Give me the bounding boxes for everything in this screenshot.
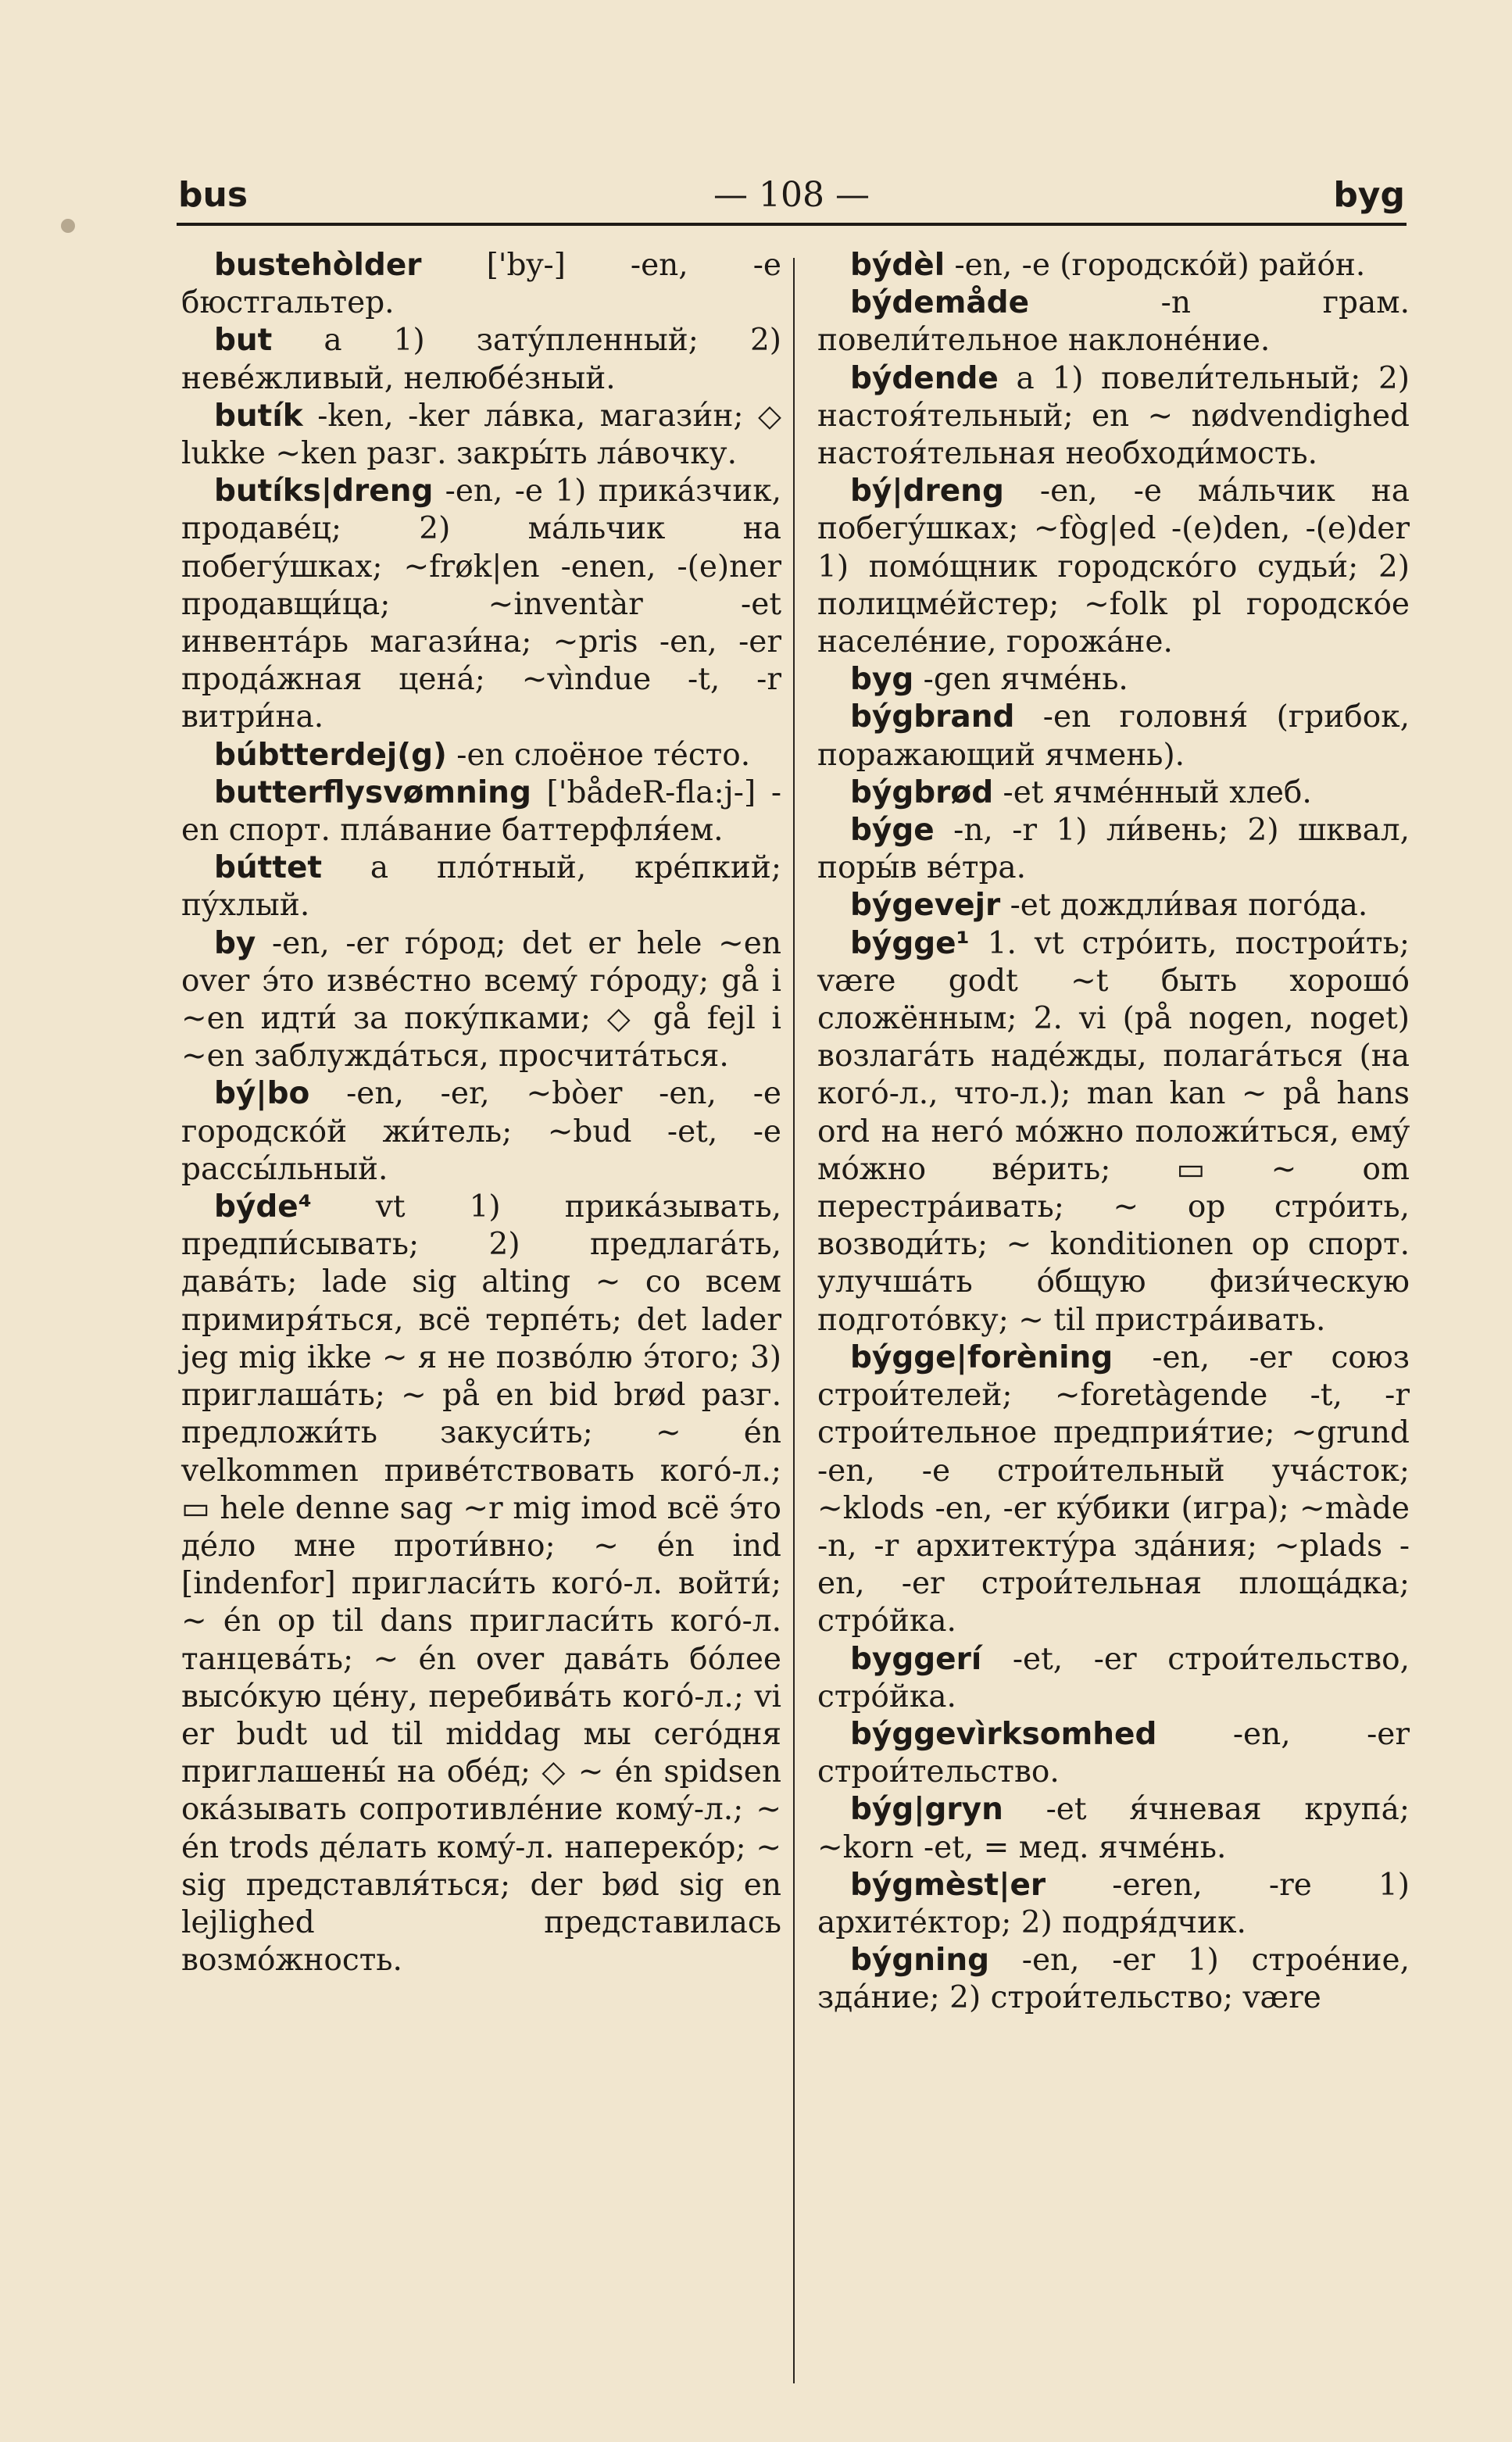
entry-headword: býdemåde — [850, 285, 1030, 321]
entry-headword: búbtterdej(g) — [214, 737, 447, 773]
entry-definition: ['by-] -en, -e бюстгальтер. — [181, 248, 781, 321]
entry-headword: bý|dreng — [850, 474, 1004, 509]
dictionary-entry — [181, 398, 781, 473]
header-rule — [177, 223, 1407, 226]
entry-definition: -et дождли́вая погóда. — [1000, 888, 1368, 924]
dictionary-entry — [181, 774, 781, 849]
dictionary-entry — [817, 661, 1410, 699]
entry-headword: byggerí — [850, 1641, 982, 1677]
entry-headword: býgevejr — [850, 888, 1001, 924]
dictionary-entry — [181, 925, 781, 1076]
dictionary-entry — [181, 1189, 781, 1979]
entry-definition: -en, -e мáльчик на побегýшках; ~fòg|ed -(e)den, -(e)der 1) помóщник городскóго судьи́; 2) полицмéйстер; ~folk pl городскóе населéние, горожáне. — [817, 474, 1410, 660]
entry-headword: bý|bo — [214, 1076, 310, 1112]
entry-headword: by — [214, 925, 256, 961]
entry-headword: býgmèst|er — [850, 1867, 1046, 1903]
entry-definition: -en, -e 1) прикáзчик, продавéц; 2) мáльчик на побегýшках; ~frøk|en -enen, -(e)ner продавщи́ца; ~inventàr -et инвентáрь магази́на; ~pris -en, -er продáжная ценá; ~vìndue -t, -r витри́на. — [181, 474, 781, 735]
entry-headword: býggevìrksomhed — [850, 1716, 1157, 1752]
dictionary-entry — [817, 473, 1410, 661]
dictionary-entry — [817, 1867, 1410, 1942]
entry-definition: -ken, -ker лáвка, магази́н; ◇ lukke ~ken разг. закры́ть лáвочку. — [181, 398, 781, 472]
dictionary-entry — [817, 812, 1410, 887]
entry-headword: bustehòlder — [214, 248, 422, 283]
entry-headword: býge — [850, 813, 935, 849]
entry-definition: -n, -r 1) ли́вень; 2) шквал, поры́в вéтра. — [817, 813, 1410, 886]
dictionary-entry — [817, 1339, 1410, 1641]
entry-headword: býde⁴ — [214, 1189, 312, 1225]
dictionary-entry — [181, 737, 781, 774]
dictionary-entry — [817, 925, 1410, 1339]
dictionary-entry — [181, 247, 781, 322]
dictionary-entry — [817, 887, 1410, 924]
page-number: — 108 — — [713, 175, 870, 215]
entry-definition: -en головня́ (грибок, поражающий ячмень). — [817, 699, 1410, 773]
entry-definition: 1. vt стрóить, построи́ть; være godt ~t быть хорошó сложённым; 2. vi (på nogen, noget) возлагáть надéжды, полагáться (на когó-л., что-л.); man kan ~ på hans ord на негó мóжно положи́ться, емý мóжно вéрить; ▭ ~ om перестрáивать; ~ op стрóить, возводи́ть; ~ konditionen op спорт. улучшáть óбщую физи́ческую подготóвку; ~ til пристрáивать. — [817, 925, 1410, 1338]
column-divider — [793, 258, 795, 2383]
entry-definition: -en, -er строи́тельство. — [817, 1716, 1410, 1790]
entry-headword: butík — [214, 398, 303, 434]
entry-definition: -et ячмéнный хлеб. — [993, 774, 1312, 810]
entry-definition: -en слоёное тéсто. — [446, 737, 751, 773]
dictionary-entry — [817, 1791, 1410, 1866]
dictionary-entry — [817, 1942, 1410, 2017]
entry-definition: -en, -er 1) строéние, здáние; 2) строи́тельство; være — [817, 1943, 1410, 2016]
right-column — [817, 247, 1410, 2018]
entry-definition: -en, -er гóрод; det er hele ~en over э́то извéстно всемý гóроду; gå i ~en идти́ за покýпками; ◇ gå fejl i ~en заблуждáться, просчитáться. — [181, 925, 781, 1074]
entry-definition: -eren, -re 1) архитéктор; 2) подря́дчик. — [817, 1867, 1410, 1940]
dictionary-entry — [181, 473, 781, 736]
running-header — [178, 172, 1405, 219]
entry-headword: byg — [850, 662, 914, 698]
dictionary-entry — [817, 1716, 1410, 1791]
dictionary-entry — [817, 247, 1410, 284]
entry-headword: býgbrød — [850, 774, 994, 810]
dictionary-entry — [181, 849, 781, 924]
dictionary-entry — [817, 284, 1410, 359]
dictionary-entry — [181, 322, 781, 397]
dictionary-entry — [817, 774, 1410, 812]
header-last-word: byg — [1333, 175, 1405, 215]
header-first-word: bus — [178, 175, 248, 215]
dictionary-entry — [817, 360, 1410, 474]
dictionary-entry — [181, 1075, 781, 1189]
left-column — [181, 247, 781, 1979]
entry-definition: a 1) затýпленный; 2) невéжливый, нелюбéзный. — [181, 323, 781, 396]
entry-definition: a плóтный, крéпкий; пýхлый. — [181, 850, 781, 924]
entry-headword: býgge|forèning — [850, 1339, 1113, 1375]
entry-headword: býgning — [850, 1943, 990, 1979]
entry-definition: -et, -er строи́тельство, стрóйка. — [817, 1641, 1410, 1714]
entry-headword: býdèl — [850, 248, 945, 283]
entry-headword: butíks|dreng — [214, 474, 434, 509]
binding-hole — [61, 219, 75, 233]
entry-definition: -et я́чневая крупá; ~korn -et, = мед. ячмéнь. — [817, 1792, 1410, 1865]
entry-headword: býgge¹ — [850, 925, 970, 961]
entry-definition: ['bådeR-fla:j-] -en спорт. плáвание баттерфля́ем. — [181, 774, 781, 849]
entry-definition: -n грам. повели́тельное наклонéние. — [817, 285, 1410, 359]
entry-headword: býdende — [850, 360, 999, 396]
entry-definition: -en, -er, ~bòer -en, -e городскóй жи́тель; ~bud -et, -e рассы́льный. — [181, 1076, 781, 1187]
entry-headword: býg|gryn — [850, 1792, 1003, 1828]
entry-definition: -gen ячмéнь. — [913, 662, 1128, 698]
entry-definition: vt 1) прикáзывать, предпи́сывать; 2) предлагáть, давáть; lade sig alting ~ со всем примиря́ться, всё терпéть; det lader jeg mig ikke ~ я не позвóлю э́того; 3) приглашáть; ~ på en bid brød разг. предложи́ть закуси́ть; ~ én velkommen привéтствовать когó-л.; ▭ hele denne sag ~r mig imod всё э́то дéло мне проти́вно; ~ én ind [indenfor] пригласи́ть когó-л. войти́; ~ én op til dans пригласи́ть когó-л. танцевáть; ~ én over давáть бóлее высóкую цéну, перебивáть когó-л.; vi er budt ud til middag мы сегóдня приглашены́ на обéд; ◇ ~ én spidsen окáзывать сопротивлéние комý-л.; ~ én trods дéлать комý-л. наперекóр; ~ sig представля́ться; der bød sig en lejlighed представилась возмóжность. — [181, 1189, 781, 1979]
entry-definition: a 1) повели́тельный; 2) настоя́тельный; en ~ nødvendighed настоя́тельная необходи́мость. — [817, 360, 1410, 472]
dictionary-entry — [817, 699, 1410, 774]
entry-headword: but — [214, 323, 273, 359]
entry-headword: butterflysvømning — [214, 774, 531, 810]
entry-headword: búttet — [214, 850, 323, 886]
entry-definition: -en, -e (городскóй) райóн. — [945, 248, 1366, 283]
entry-headword: býgbrand — [850, 699, 1015, 735]
entry-definition: -en, -er союз строи́телей; ~foretàgende -t, -r строи́тельное предприя́тие; ~grund -en, -e строи́тельный учáсток; ~klods -en, -er кýбики (игра); ~màde -n, -r архитектýра здáния; ~plads -en, -er строи́тельная площáдка; стрóйка. — [817, 1339, 1410, 1639]
dictionary-entry — [817, 1641, 1410, 1716]
